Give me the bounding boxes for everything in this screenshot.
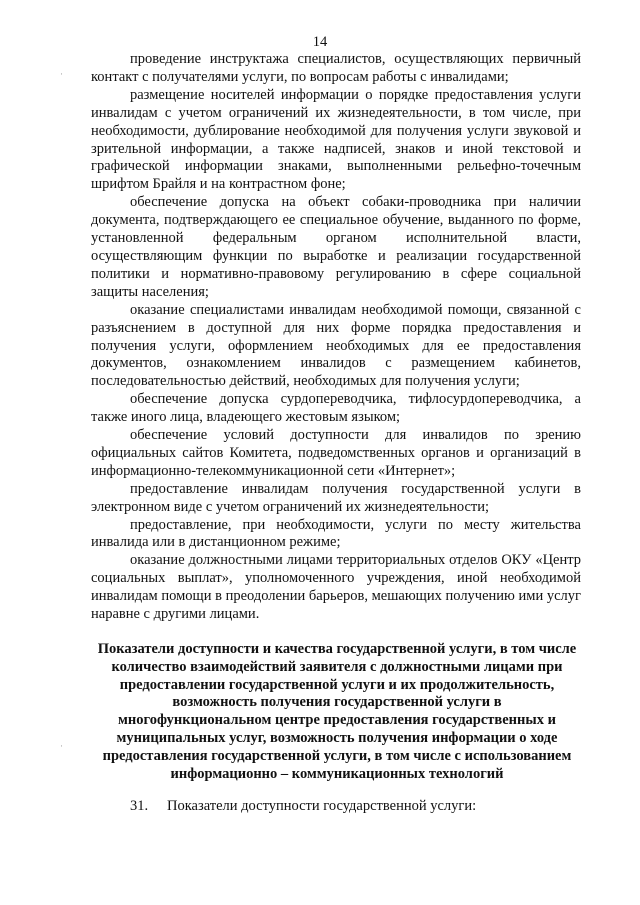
paragraph-staff-briefing: проведение инструктажа специалистов, осуществляющих первичный контакт с получателями услуги, по вопросам работы с инвалидами; xyxy=(91,51,581,85)
section-heading: Показатели доступности и качества государственной услуги, в том числе количество взаимодействий заявителя с должностными лицами при предоставлении государственной услуги и их продолжительность, возможность получения государственной услуги в многофункциональном центре предоставления государственных и муниципальных услуг, возможность получения информации о ходе предоставления государственной услуги, в том числе с использованием информационно – коммуникационных технологий xyxy=(97,641,577,782)
margin-mark: · xyxy=(60,741,63,751)
body-text xyxy=(91,51,581,624)
item-text: Показатели доступности государственной услуги: xyxy=(167,798,477,814)
paragraph-website-accessibility: обеспечение условий доступности для инвалидов по зрению официальных сайтов Комитета, подведомственных органов и организаций в информационно-телекоммуникационной сети «Интернет»; xyxy=(91,427,581,479)
page-number: 14 xyxy=(312,34,328,50)
paragraph-guide-dog-access: обеспечение допуска на объект собаки-проводника при наличии документа, подтверждающего ее специальное обучение, выданного по форме, установленной федеральным органом исполнительной власти, осуществляющим функции по выработке и реализации государственной политики и нормативно-правовому регулированию в сфере социальной защиты населения; xyxy=(91,194,581,300)
margin-mark: · xyxy=(60,69,63,79)
paragraph-information-carriers: размещение носителей информации о порядке предоставления услуги инвалидам с учетом ограничений их жизнедеятельности, в том числе, при необходимости, дублирование необходимой для получения услуги звуковой и зрительной информации, а также надписей, знаков и иной текстовой и графической информации знаками, выполненными рельефно-точечным шрифтом Брайля и на контрастном фоне; xyxy=(91,86,581,193)
paragraph-electronic-service: предоставление инвалидам получения государственной услуги в электронном виде с учетом ограничений их жизнедеятельности; xyxy=(91,480,581,515)
numbered-item-31 xyxy=(130,797,590,815)
paragraph-home-service: предоставление, при необходимости, услуги по месту жительства инвалида или в дистанционном режиме; xyxy=(91,516,581,551)
paragraph-barrier-assistance: оказание должностными лицами территориальных отделов ОКУ «Центр социальных выплат», уполномоченного учреждения, иной необходимой инвалидам помощи в преодолении барьеров, мешающих получению ими услуг наравне с другими лицами. xyxy=(91,552,581,623)
paragraph-sign-interpreter-access: обеспечение допуска сурдопереводчика, тифлосурдопереводчика, а также иного лица, владеющего жестовым языком; xyxy=(91,391,581,426)
item-number: 31. xyxy=(130,798,149,814)
paragraph-specialist-assistance: оказание специалистами инвалидам необходимой помощи, связанной с разъяснением в доступной для них форме порядка предоставления и получения услуги, оформлением необходимых для ее предоставления документов, ознакомлением инвалидов с размещением кабинетов, последовательностью действий, необходимых для получения услуги; xyxy=(91,301,581,390)
